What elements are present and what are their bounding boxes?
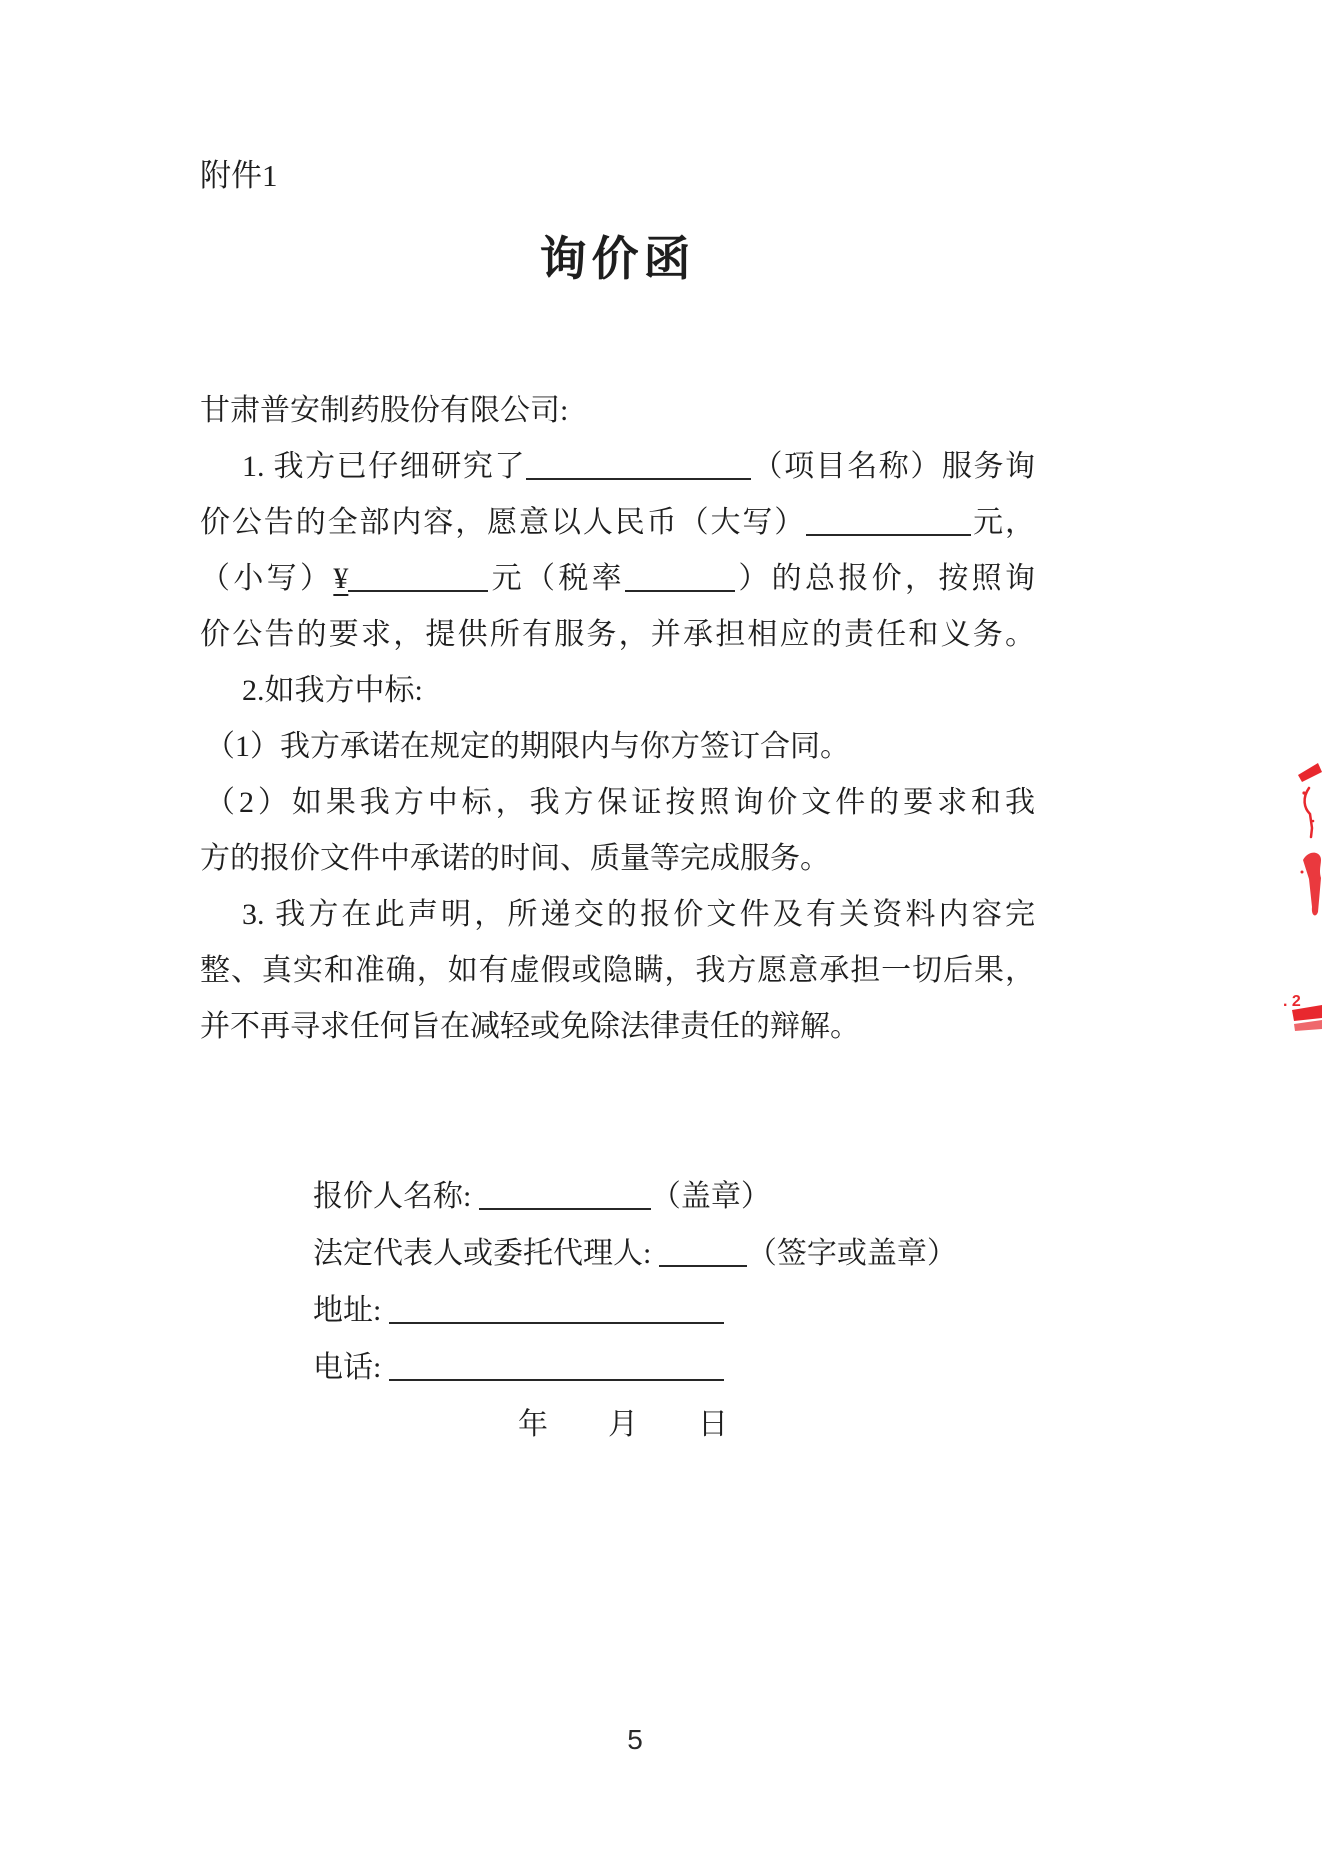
clause-3-line-2 — [200, 943, 1035, 999]
text-run: （1）我方承诺在规定的期限内与你方签订合同。 — [205, 730, 850, 763]
blank-representative — [659, 1260, 747, 1267]
text-run: 法定代表人或委托代理人: — [313, 1237, 659, 1270]
clause-3-line-3 — [200, 999, 1035, 1055]
clause-2-item-2-line-1 — [200, 775, 1035, 831]
red-seal-fragment — [1282, 748, 1322, 1048]
text-run: 整、真实和准确，如有虚假或隐瞒，我方愿意承担一切后果， — [200, 954, 1035, 987]
text-run: 元， — [971, 506, 1036, 539]
blank-tax-rate — [625, 585, 735, 592]
text-run: 电话: — [313, 1351, 389, 1384]
text-run: 价公告的全部内容，愿意以人民币（大写） — [200, 506, 807, 539]
blank-amount-in-figures — [348, 585, 488, 592]
currency-symbol: ¥ — [333, 562, 349, 595]
blank-address — [389, 1317, 724, 1324]
phone-line — [313, 1339, 1035, 1396]
text-run: 3. 我方在此声明，所递交的报价文件及有关资料内容完 — [242, 898, 1035, 931]
bidder-name-line — [313, 1168, 1035, 1225]
attachment-label: 附件1 — [200, 158, 278, 193]
page-number: 5 — [627, 1724, 643, 1755]
signature-block — [313, 1168, 1035, 1453]
clause-2-heading — [200, 663, 1035, 719]
text-run: 价公告的要求，提供所有服务，并承担相应的责任和义务。 — [200, 618, 1035, 651]
letter-body — [200, 383, 1035, 1055]
text-run: （2）如果我方中标，我方保证按照询价文件的要求和我 — [205, 786, 1035, 819]
clause-2-item-1 — [200, 719, 1035, 775]
text-run: 地址: — [313, 1294, 389, 1327]
svg-text:. 2: . 2 — [1283, 993, 1301, 1010]
blank-project-name — [526, 473, 751, 480]
blank-amount-in-words — [806, 529, 971, 536]
text-run: 并不再寻求任何旨在减轻或免除法律责任的辩解。 — [200, 1010, 860, 1043]
date-line — [313, 1396, 1035, 1453]
salutation — [200, 383, 1035, 439]
clause-1-line-2 — [200, 495, 1035, 551]
text-run: 1. 我方已仔细研究了 — [242, 450, 526, 483]
clause-3-line-1 — [200, 887, 1035, 943]
text-run: （小写） — [200, 562, 334, 595]
clause-1-line-4 — [200, 607, 1035, 663]
text-run: 元（税率 — [488, 562, 626, 595]
text-run: 报价人名称: — [313, 1180, 479, 1213]
blank-bidder-name — [479, 1203, 651, 1210]
clause-1-line-3 — [200, 551, 1035, 607]
text-run: 2.如我方中标: — [242, 674, 423, 707]
text-run: （盖章） — [650, 1180, 771, 1213]
clause-1-line-1 — [200, 439, 1035, 495]
address-line — [313, 1282, 1035, 1339]
blank-phone — [389, 1374, 724, 1381]
representative-line — [313, 1225, 1035, 1282]
page-title: 询价函 — [539, 234, 696, 286]
text-run: ）的总报价，按照询 — [735, 562, 1036, 595]
text-run: 甘肃普安制药股份有限公司: — [200, 394, 569, 427]
text-run: 方的报价文件中承诺的时间、质量等完成服务。 — [200, 842, 830, 875]
text-run: 年 月 日 — [518, 1408, 728, 1441]
clause-2-item-2-line-2 — [200, 831, 1035, 887]
text-run: （签字或盖章） — [746, 1237, 957, 1270]
text-run: （项目名称）服务询 — [751, 450, 1035, 483]
